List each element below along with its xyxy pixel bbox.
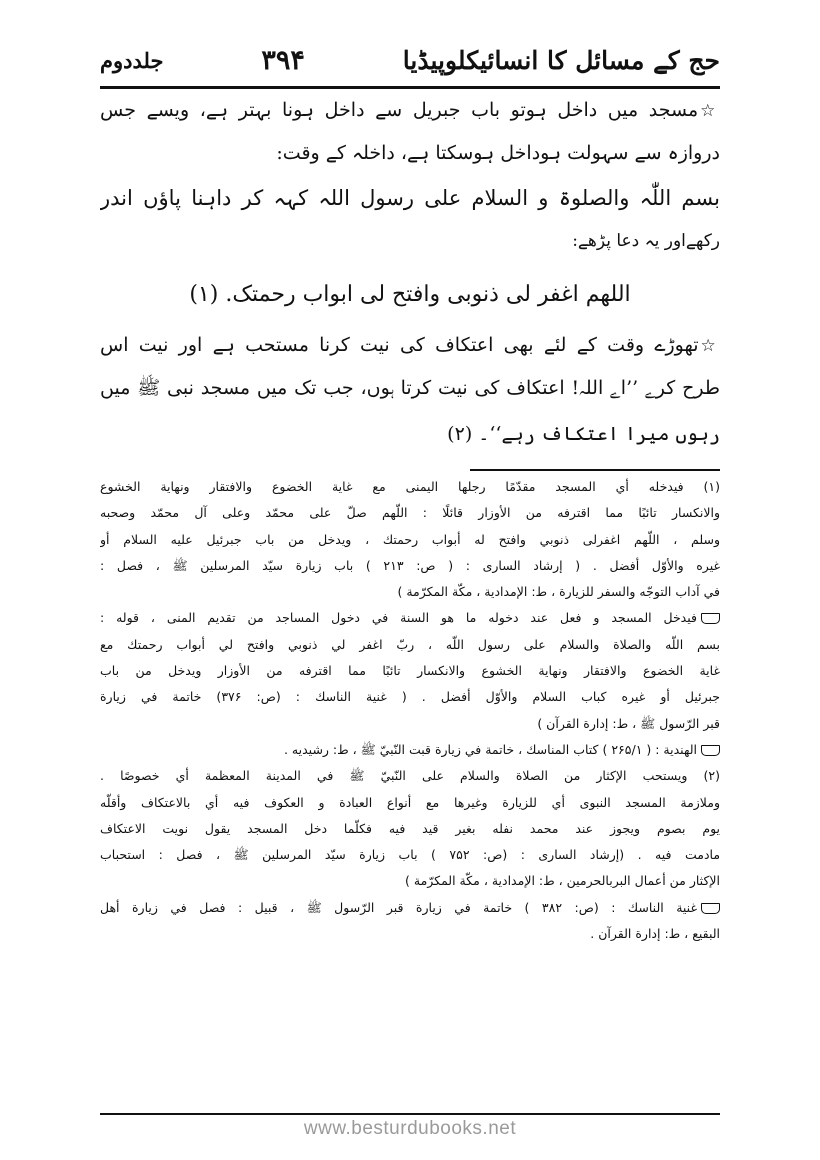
book-reference-icon — [701, 745, 720, 756]
main-text — [100, 90, 720, 470]
footer-rule — [100, 1113, 720, 1115]
footnote-line: بسم اللّه والصلاة والسلام على رسول اللّه ، ربّ اغفر لي ذنوبي وافتح لي أبواب رحمتك مع — [100, 636, 720, 652]
footnote-line: قبر الرّسول ﷺ ، ط: إدارة القرآن ) — [537, 715, 720, 731]
book-reference-icon — [701, 903, 720, 914]
footnote-line: يوم بصوم ويجوز عند محمد نفله بغير قيد فيه فكلّما دخل المسجد يقول نويت الاعتكاف — [100, 820, 720, 836]
footnote-line: وملازمة المسجد النبوى أي للزيارة وغيرها مع أنواع العبادة و العكوف فيه أي بالاعتكاف وأقلّه — [100, 794, 720, 810]
page-number: ۳۹۴ — [261, 44, 305, 76]
text-line: رہوں میرا اعتکاف رہے‘‘۔ (۲) — [447, 423, 720, 445]
volume-label: جلددوم — [100, 47, 164, 73]
watermark-url: www.besturdubooks.net — [303, 1118, 517, 1139]
book-reference-icon — [701, 613, 720, 624]
book-title: حج کے مسائل کا انسائیکلوپیڈیا — [402, 45, 720, 75]
footnote-line: مادمت فيه . (إرشاد السارى : (ص: ۷۵۲ ) باب زيارة سيّد المرسلين ﷺ ، فصل : استحباب — [100, 847, 720, 863]
text-line: بسم اللّٰہ والصلوۃ و السلام علی رسول اللہ کہہ کر داہنا پاؤں اندر — [100, 186, 720, 210]
text-line: دروازہ سے سہولت ہوداخل ہوسکتا ہے، داخلہ کے وقت: — [276, 142, 720, 164]
footnote-line: البقيع ، ط: إدارة القرآن . — [590, 926, 720, 942]
text-line: رکھےاور یہ دعا پڑھے: — [572, 231, 720, 251]
footnote-line: فيدخل المسجد و فعل عند دخوله ما هو السنة في دخول المساجد من تقديم المنى ، قوله : — [100, 605, 720, 631]
dua-line: اللھم اغفر لی ذنوبی وافتح لی ابواب رحمتک. (۱) — [189, 282, 631, 307]
footnote-line: غيره والأوّل أفضل . ( إرشاد السارى : ( ص: ۲۱۳ ) باب زيارة سيّد المرسلين ﷺ ، فصل : — [100, 557, 720, 573]
text-line: ☆تھوڑے وقت کے لئے بھی اعتکاف کی نیت کرنا مستحب ہے اور نیت اس — [100, 334, 720, 356]
footnote-line: (۱) فيدخله أي المسجد مقدّمًا رجلها اليمنى مع غاية الخضوع والافتقار ونهاية الخشوع — [100, 479, 720, 494]
footnote-line: غنية الناسك : (ص: ۳۸۲ ) خاتمة في زيارة قبر الرّسول ﷺ ، قبيل : فصل في زيارة أهل — [100, 895, 720, 921]
running-header — [100, 38, 720, 82]
star-icon: ☆ — [700, 101, 720, 121]
header-rule — [100, 86, 720, 89]
footnotes — [100, 474, 720, 1124]
text-line: طرح کرے ’’اے اللہ! اعتکاف کی نیت کرتا ہوں، جب تک میں مسجد نبی ﷺ میں — [100, 377, 720, 399]
text-line: ☆مسجد میں داخل ہوتو باب جبریل سے داخل ہونا بہتر ہے، ویسے جس — [100, 99, 720, 121]
footnote-line: جبرئيل أو غيره كباب السلام والأوّل أفضل . ( غنية الناسك : (ص: ۳۷۶) خاتمة في زيارة — [100, 689, 720, 705]
footnote-line: الإكثار من أعمال البربالحرمين ، ط: الإمدادية ، مكّة المكرّمة ) — [405, 873, 720, 889]
footnote-line: الهندية : ( ۲۶۵/۱ ) كتاب المناسك ، خاتمة في زيارة قبت النّبيّ ﷺ ، ط: رشيديه . — [100, 737, 720, 763]
footnote-line: غاية الخضوع والافتقار ونهاية الخشوع والانكسار تائبًا مما اقترفه من الأوزار ويدخل من باب — [100, 663, 720, 679]
footnote-separator — [470, 469, 720, 471]
footnote-line: وسلم ، اللّهم اغفرلى ذنوبي وافتح له أبواب رحمتك ، ويدخل من باب جبرئيل عليه السلام أو — [100, 531, 720, 547]
star-icon: ☆ — [700, 336, 720, 356]
footnote-line: (۲) ويستحب الإكثار من الصلاة والسلام على النّبيّ ﷺ في المدينة المعظمة أي خصوصًا . — [100, 768, 720, 784]
footnote-line: في آداب التوجّه والسفر للزيارة ، ط: الإمدادية ، مكّة المكرّمة ) — [397, 584, 720, 600]
footnote-line: والانكسار تائبًا مما اقترفه من الأوزار قائلًا : اللّهم صلّ على محمّد وعلى آل محمّد وصحبه — [100, 505, 720, 521]
